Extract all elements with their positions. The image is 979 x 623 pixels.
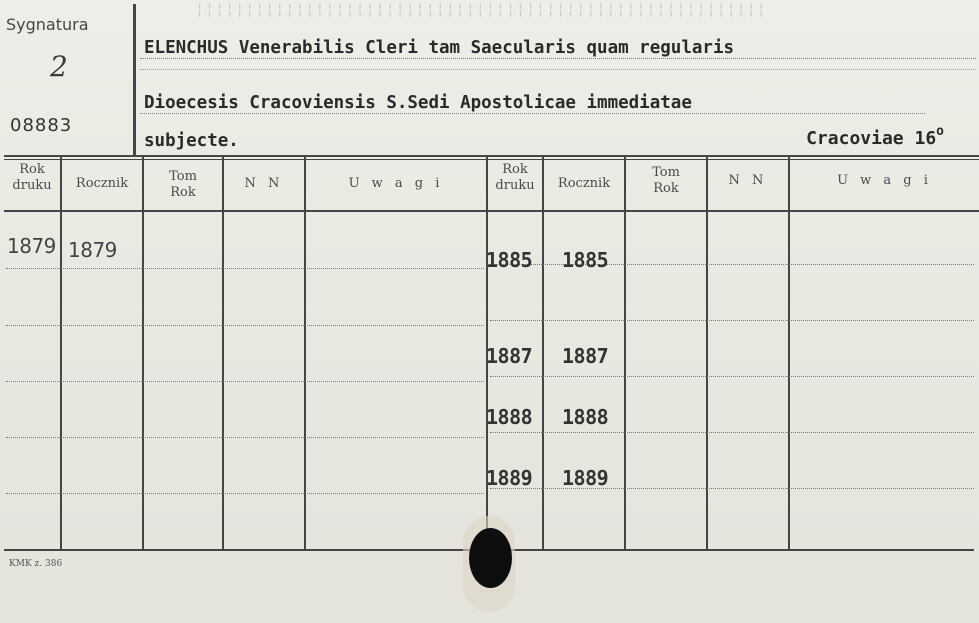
col-rule-4 (304, 157, 306, 550)
entry-rok-druku-left: 1879 (7, 234, 56, 258)
entry-rocznik-right: 1887 (562, 344, 609, 368)
col-header-nn-left: N N (244, 176, 284, 191)
col-header-rocznik-right: Rocznik (557, 176, 611, 191)
col-header-rok-druku-right: Rok druku (495, 162, 535, 193)
col-rule-9 (788, 157, 790, 550)
printer-mark: KMK z. 386 (9, 559, 63, 569)
signature-handwritten-number: 2 (50, 50, 68, 83)
signature-divider (133, 4, 136, 157)
entry-rok-druku-right: 1888 (486, 405, 533, 429)
imprint-format-number: 16 (914, 128, 937, 149)
header-top-rule (4, 155, 979, 157)
col-header-rocznik-left: Rocznik (75, 176, 129, 191)
imprint-format-sup: o (936, 124, 944, 139)
bleed-through-text: ¦¦¦¦¦¦¦¦¦¦¦¦¦¦¦¦¦¦¦¦¦¦¦¦¦¦¦¦¦¦¦¦¦¦¦¦¦¦¦¦¦¦¦¦¦¦¦¦¦¦¦¦¦¦¦¦¦ (195, 0, 767, 18)
title-rule-1 (140, 58, 976, 59)
entry-rocznik-left: 1879 (68, 238, 117, 262)
imprint-place (806, 126, 944, 149)
row-line-right (490, 376, 974, 377)
col-header-nn-right: N N (728, 173, 768, 188)
col-header-tom-rok-right: Tom Rok (652, 165, 680, 196)
col-rule-2 (142, 157, 144, 550)
col-header-rok-druku-left: Rok druku (12, 162, 52, 193)
row-line-right (490, 320, 974, 321)
entry-rok-druku-right: 1887 (486, 344, 533, 368)
col-rule-7 (624, 157, 626, 550)
title-line-1: ELENCHUS Venerabilis Cleri tam Saecularis quam regularis (144, 38, 735, 58)
row-line-left (6, 381, 484, 382)
entry-rocznik-right: 1885 (562, 248, 609, 272)
header-bottom-rule (4, 210, 979, 212)
header-top-rule-2 (4, 159, 979, 160)
col-rule-6 (542, 157, 544, 550)
imprint-place-name: Cracoviae (806, 128, 904, 149)
col-header-uwagi-right: U w a g i (837, 173, 932, 188)
row-line-left (6, 268, 484, 269)
entry-rocznik-right: 1889 (562, 466, 609, 490)
col-rule-8 (706, 157, 708, 550)
punch-hole (469, 528, 512, 588)
col-rule-1 (60, 157, 62, 550)
entry-rok-druku-right: 1889 (486, 466, 533, 490)
row-line-left (6, 325, 484, 326)
entry-rocznik-right: 1888 (562, 405, 609, 429)
signature-label: Sygnatura (6, 15, 89, 34)
col-rule-3 (222, 157, 224, 550)
title-rule-2 (140, 113, 925, 114)
title-rule-1b (140, 69, 976, 70)
title-line-3: subjecte. (144, 131, 239, 151)
signature-id: 08883 (10, 115, 73, 136)
row-line-right (490, 432, 974, 433)
row-line-left (6, 437, 484, 438)
title-line-2: Dioecesis Cracoviensis S.Sedi Apostolicae immediatae (144, 93, 692, 113)
row-line-left (6, 493, 484, 494)
entry-rok-druku-right: 1885 (486, 248, 533, 272)
col-header-tom-rok-left: Tom Rok (169, 169, 197, 200)
col-header-uwagi-left: U w a g i (348, 176, 444, 191)
